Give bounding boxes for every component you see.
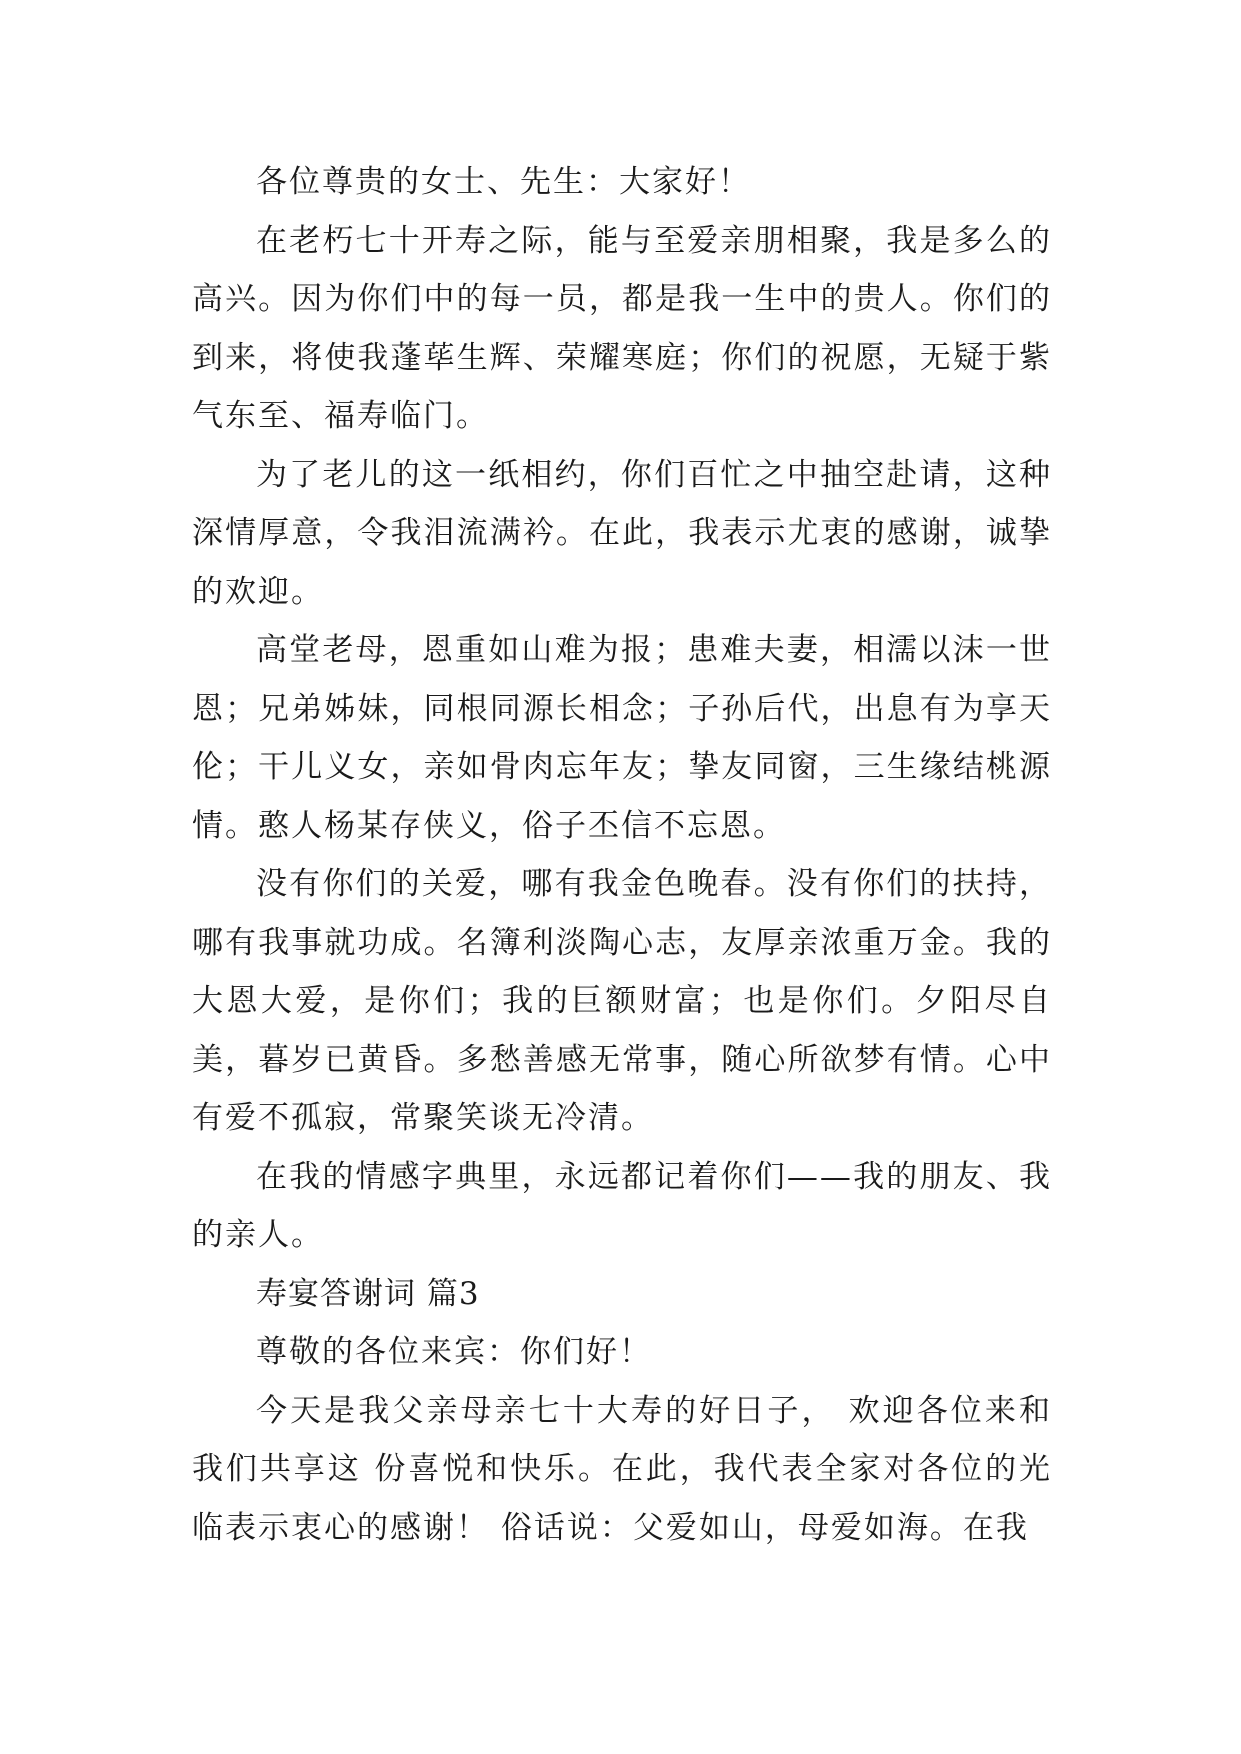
body-paragraph: 在老朽七十开寿之际，能与至爱亲朋相聚，我是多么的高兴。因为你们中的每一员，都是我一生中的贵人。你们的到来，将使我蓬荜生辉、荣耀寒庭；你们的祝愿，无疑于紫气东至、福寿临门。 xyxy=(192,222,1052,434)
body-paragraph: 今天是我父亲母亲七十大寿的好日子， 欢迎各位来和我们共享这 份喜悦和快乐。在此，我代表全家对各位的光临表示衷心的感谢！ 俗话说：父爱如山，母爱如海。在我 xyxy=(192,1392,1052,1546)
body-paragraph: 在我的情感字典里，永远都记着你们——我的朋友、我的亲人。 xyxy=(192,1158,1052,1253)
section-heading: 寿宴答谢词 篇3 xyxy=(256,1275,480,1312)
body-paragraph: 为了老儿的这一纸相约，你们百忙之中抽空赴请，这种深情厚意，令我泪流满衿。在此，我表示尤衷的感谢，诚挚的欢迎。 xyxy=(192,456,1052,610)
document-body xyxy=(192,153,1052,1557)
greeting-paragraph: 各位尊贵的女士、先生：大家好！ xyxy=(256,164,751,200)
body-paragraph: 高堂老母，恩重如山难为报；患难夫妻，相濡以沫一世恩；兄弟姊妹，同根同源长相念；子孙后代，出息有为享天伦；干儿义女，亲如骨肉忘年友；挚友同窗，三生缘结桃源情。憨人杨某存侠义，俗子丕信不忘恩。 xyxy=(192,632,1052,844)
greeting-paragraph: 尊敬的各位来宾：你们好！ xyxy=(256,1334,652,1370)
body-paragraph: 没有你们的关爱，哪有我金色晚春。没有你们的扶持，哪有我事就功成。名簿利淡陶心志，友厚亲浓重万金。我的大恩大爱，是你们；我的巨额财富；也是你们。夕阳尽自美，暮岁已黄昏。多愁善感无常事，随心所欲梦有情。心中有爱不孤寂，常聚笑谈无冷清。 xyxy=(192,866,1052,1136)
